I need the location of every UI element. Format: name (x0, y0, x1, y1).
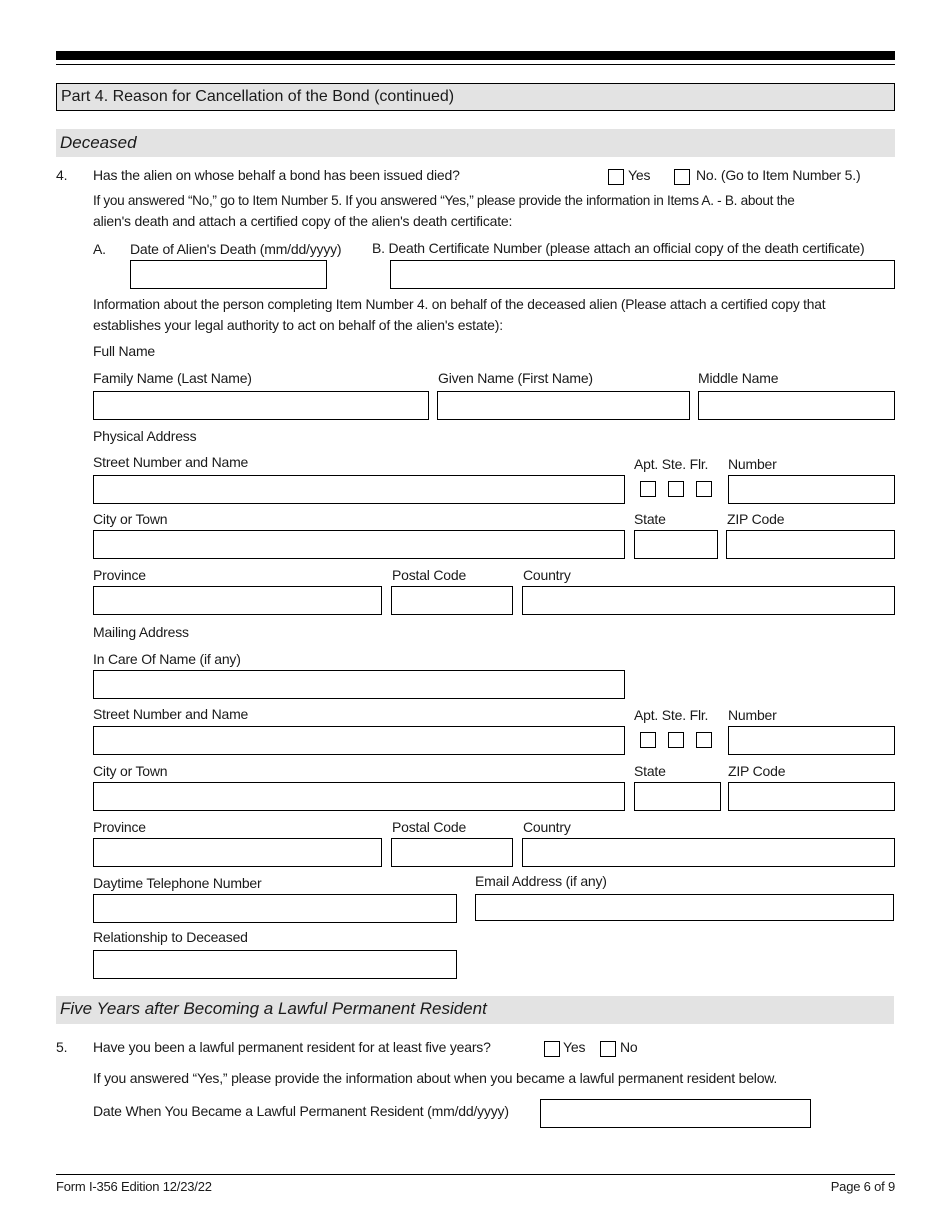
physical-street-input[interactable] (93, 475, 625, 504)
phone-input[interactable] (93, 894, 457, 923)
in-care-of-label: In Care Of Name (if any) (93, 651, 241, 667)
info-line-2: establishes your legal authority to act on behalf of the alien's estate): (93, 317, 503, 333)
physical-number-label: Number (728, 456, 777, 472)
given-name-input[interactable] (437, 391, 690, 420)
mailing-zip-input[interactable] (728, 782, 895, 811)
q5-yes-checkbox[interactable] (544, 1041, 560, 1057)
q5-no-label: No (620, 1039, 638, 1055)
mailing-city-label: City or Town (93, 763, 168, 779)
mailing-apt-checkbox[interactable] (640, 732, 656, 748)
relationship-input[interactable] (93, 950, 457, 979)
footer-form-id: Form I-356 Edition 12/23/22 (56, 1179, 212, 1194)
item-a-letter: A. (93, 241, 106, 257)
physical-country-label: Country (523, 567, 571, 583)
relationship-label: Relationship to Deceased (93, 929, 248, 945)
q4-no-checkbox[interactable] (674, 169, 690, 185)
mailing-flr-checkbox[interactable] (696, 732, 712, 748)
q4-question: Has the alien on whose behalf a bond has been issued died? (93, 167, 460, 183)
mailing-postal-input[interactable] (391, 838, 513, 867)
five-years-section-title: Five Years after Becoming a Lawful Permanent Resident (60, 999, 487, 1018)
footer-page-number: Page 6 of 9 (830, 1179, 895, 1194)
physical-province-input[interactable] (93, 586, 382, 615)
mailing-zip-label: ZIP Code (728, 763, 786, 779)
q4-yes-label: Yes (628, 167, 651, 183)
lpr-date-label: Date When You Became a Lawful Permanent Resident (mm/dd/yyyy) (93, 1103, 509, 1119)
full-name-heading: Full Name (93, 343, 155, 359)
middle-name-input[interactable] (698, 391, 895, 420)
physical-number-input[interactable] (728, 475, 895, 504)
q4-instruction-line-2: alien's death and attach a certified copy of the alien's death certificate: (93, 213, 513, 229)
part-header-title: Part 4. Reason for Cancellation of the Bond (continued) (61, 88, 455, 105)
email-label: Email Address (if any) (475, 873, 607, 889)
q4-yes-checkbox[interactable] (608, 169, 624, 185)
physical-country-input[interactable] (522, 586, 895, 615)
mailing-province-label: Province (93, 819, 146, 835)
physical-city-input[interactable] (93, 530, 625, 559)
mailing-street-input[interactable] (93, 726, 625, 755)
mailing-address-heading: Mailing Address (93, 624, 189, 640)
physical-postal-input[interactable] (391, 586, 513, 615)
phone-label: Daytime Telephone Number (93, 875, 262, 891)
physical-address-heading: Physical Address (93, 428, 197, 444)
mailing-postal-label: Postal Code (392, 819, 467, 835)
email-input[interactable] (475, 894, 894, 921)
item-a-label: Date of Alien's Death (mm/dd/yyyy) (130, 241, 342, 257)
physical-zip-label: ZIP Code (727, 511, 785, 527)
family-name-input[interactable] (93, 391, 429, 420)
q4-instruction-line-1: If you answered “No,” go to Item Number 5. If you answered “Yes,” please provide the information in Items A. - B. about the (93, 193, 795, 208)
mailing-state-label: State (634, 763, 666, 779)
five-years-section-bar (56, 996, 894, 1024)
physical-apt-label: Apt. Ste. Flr. (634, 456, 709, 472)
lpr-date-input[interactable] (540, 1099, 811, 1128)
q5-instruction: If you answered “Yes,” please provide the information about when you became a lawful permanent resident below. (93, 1070, 778, 1086)
mailing-number-label: Number (728, 707, 777, 723)
q5-number: 5. (56, 1039, 68, 1055)
physical-ste-checkbox[interactable] (668, 481, 684, 497)
item-b-label: B. Death Certificate Number (please attach an official copy of the death certificate) (372, 240, 865, 256)
physical-state-select[interactable] (634, 530, 718, 559)
physical-street-label: Street Number and Name (93, 454, 249, 470)
top-thick-rule (56, 51, 895, 60)
q5-question: Have you been a lawful permanent resident for at least five years? (93, 1039, 491, 1055)
mailing-ste-checkbox[interactable] (668, 732, 684, 748)
footer-rule (56, 1174, 895, 1175)
q5-no-checkbox[interactable] (600, 1041, 616, 1057)
physical-state-label: State (634, 511, 666, 527)
part-header-box (56, 83, 895, 111)
physical-province-label: Province (93, 567, 146, 583)
in-care-of-input[interactable] (93, 670, 625, 699)
mailing-country-input[interactable] (522, 838, 895, 867)
q4-number: 4. (56, 167, 68, 183)
top-thin-rule (56, 64, 895, 65)
date-of-death-input[interactable] (130, 260, 327, 289)
q4-no-label: No. (Go to Item Number 5.) (696, 167, 861, 183)
death-certificate-number-input[interactable] (390, 260, 895, 289)
physical-zip-input[interactable] (726, 530, 895, 559)
q5-yes-label: Yes (563, 1039, 586, 1055)
mailing-state-select[interactable] (634, 782, 721, 811)
mailing-apt-label: Apt. Ste. Flr. (634, 707, 709, 723)
mailing-city-input[interactable] (93, 782, 625, 811)
given-name-label: Given Name (First Name) (438, 370, 593, 386)
physical-apt-checkbox[interactable] (640, 481, 656, 497)
mailing-province-input[interactable] (93, 838, 382, 867)
middle-name-label: Middle Name (698, 370, 779, 386)
deceased-section-bar (56, 129, 895, 157)
physical-flr-checkbox[interactable] (696, 481, 712, 497)
physical-city-label: City or Town (93, 511, 168, 527)
mailing-country-label: Country (523, 819, 571, 835)
physical-postal-label: Postal Code (392, 567, 467, 583)
info-line-1: Information about the person completing Item Number 4. on behalf of the deceased alien (Please attach a certified copy that (93, 297, 826, 312)
deceased-section-title: Deceased (60, 133, 137, 152)
mailing-number-input[interactable] (728, 726, 895, 755)
family-name-label: Family Name (Last Name) (93, 370, 252, 386)
mailing-street-label: Street Number and Name (93, 706, 249, 722)
